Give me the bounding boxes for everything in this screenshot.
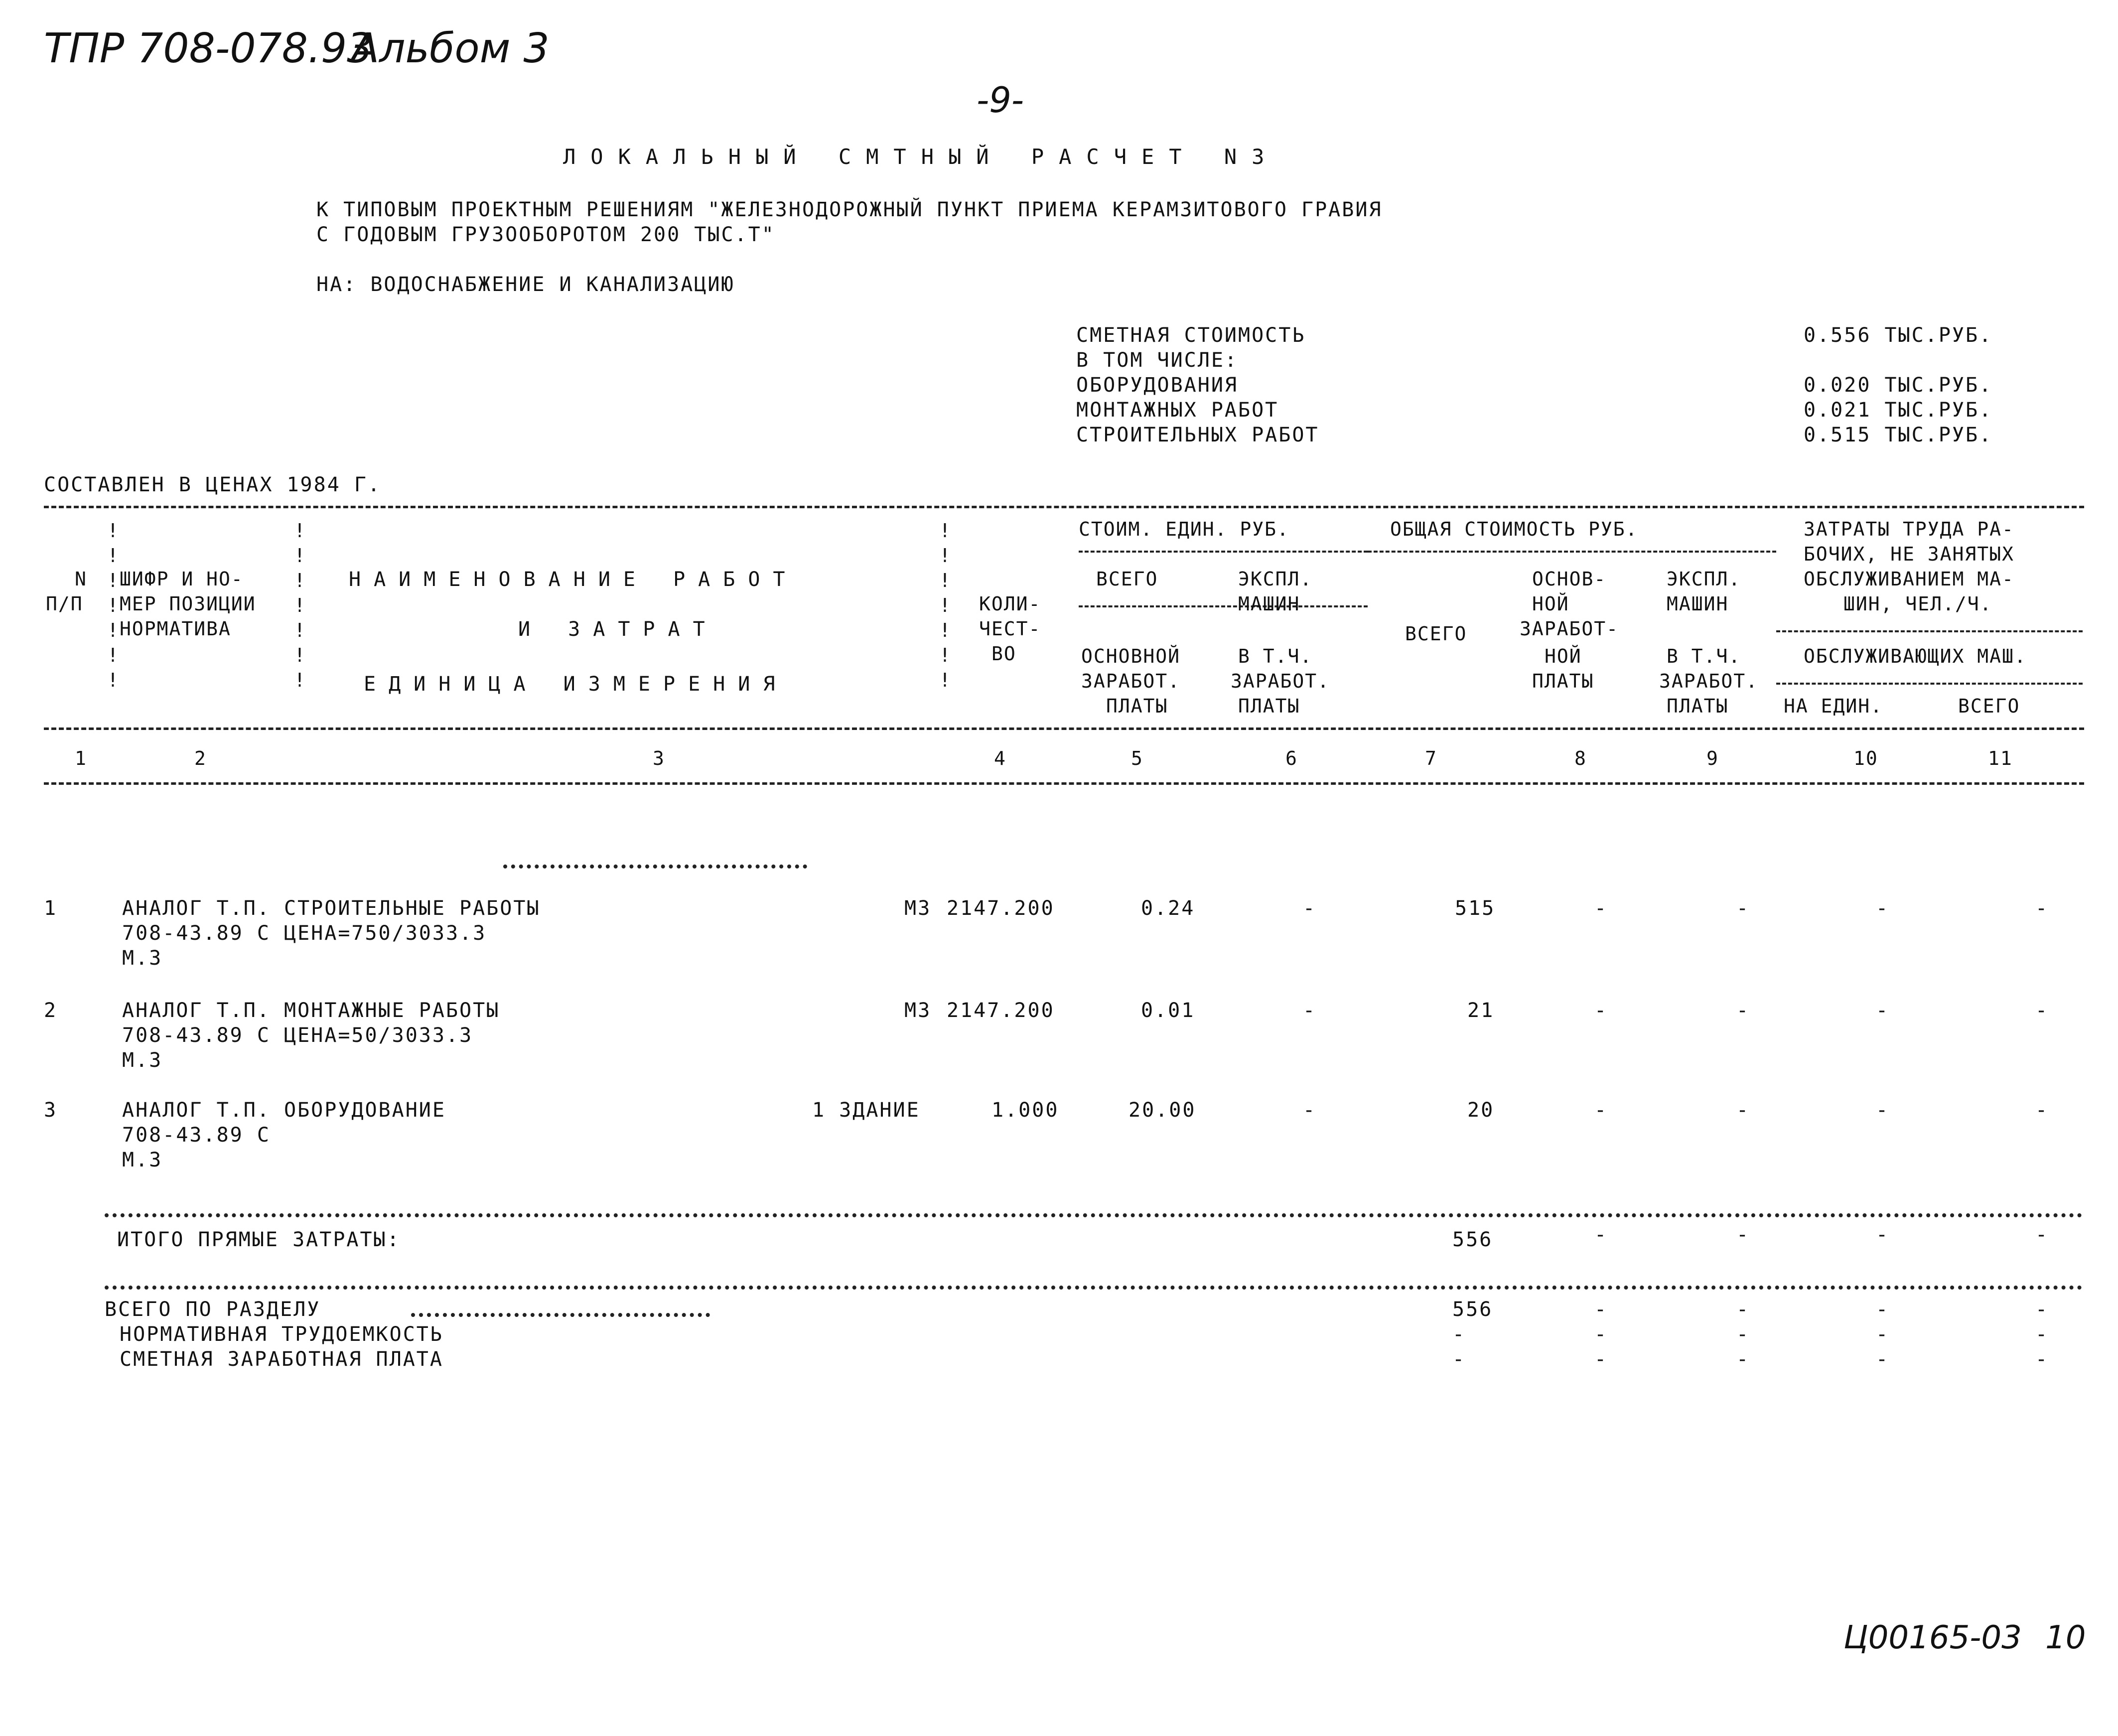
- document-title: ЛОКАЛЬНЫЙ СМТНЫЙ РАСЧЕТ N3: [563, 145, 1279, 169]
- album-label: Альбом 3: [351, 25, 550, 72]
- direct-costs-c11: -: [2035, 1223, 2049, 1246]
- header-labor: ОБСЛУЖИВАНИЕМ МА-: [1804, 568, 2014, 590]
- section-total-c8: -: [1594, 1298, 1608, 1321]
- header-col5: ПЛАТЫ: [1106, 695, 1168, 717]
- leader-dots: [411, 1313, 710, 1317]
- header-labor: ШИН, ЧЕЛ./Ч.: [1843, 593, 1992, 615]
- row-c8: -: [1594, 1099, 1608, 1122]
- subtitle-line-2: С ГОДОВЫМ ГРУЗООБОРОТОМ 200 ТЫС.Т": [316, 223, 775, 246]
- header-col5: ВСЕГО: [1096, 568, 1158, 590]
- section-total-value: -: [1452, 1348, 1466, 1371]
- section-total-c10: -: [1876, 1348, 1890, 1371]
- row-c9: -: [1736, 1099, 1750, 1122]
- section-total-label: ВСЕГО ПО РАЗДЕЛУ: [105, 1298, 321, 1321]
- header-col6: ЭКСПЛ.: [1238, 568, 1313, 590]
- col-number: 7: [1425, 747, 1437, 769]
- section-total-c11: -: [2035, 1348, 2049, 1371]
- row-name: 708-43.89 С: [122, 1124, 271, 1147]
- header-bottom-rule: [44, 782, 2084, 785]
- row-c9: -: [1736, 897, 1750, 920]
- header-col8: ПЛАТЫ: [1532, 670, 1594, 692]
- page-number: -9-: [977, 80, 1024, 121]
- document-code: ТПР 708-078.93: [44, 25, 373, 72]
- section-total-c8: -: [1594, 1348, 1608, 1371]
- col-number: 5: [1131, 747, 1143, 769]
- total-rule: [105, 1213, 2083, 1217]
- header-labor: БОЧИХ, НЕ ЗАНЯТЫХ: [1804, 543, 2014, 565]
- header-rule: [1368, 551, 1776, 553]
- header-top-rule: [44, 506, 2084, 508]
- row-qty: 1.000: [991, 1099, 1059, 1122]
- footer-page: 10: [2045, 1619, 2086, 1656]
- header-col1: П/П: [46, 593, 83, 615]
- row-unit: М3: [904, 897, 932, 920]
- header-col9: ЗАРАБОТ.: [1659, 670, 1759, 692]
- row-name: М.3: [122, 1049, 163, 1072]
- section-total-c9: -: [1736, 1298, 1750, 1321]
- header-col6: ЗАРАБОТ.: [1231, 670, 1330, 692]
- direct-costs-total: 556: [1452, 1228, 1493, 1251]
- row-name: АНАЛОГ Т.П. МОНТАЖНЫЕ РАБОТЫ: [122, 999, 500, 1022]
- direct-costs-c10: -: [1876, 1223, 1890, 1246]
- row-name: 708-43.89 С ЦЕНА=750/3033.3: [122, 922, 487, 945]
- header-col4: ЧЕСТ-: [979, 618, 1041, 640]
- section-total-value: 556: [1452, 1298, 1493, 1321]
- row-c9: -: [1736, 999, 1750, 1022]
- header-col9: ЭКСПЛ.: [1667, 568, 1741, 590]
- header-rule: [1776, 683, 2083, 685]
- row-price: 20.00: [1129, 1099, 1196, 1122]
- col-number: 6: [1285, 747, 1298, 769]
- row-c11: -: [2035, 1099, 2049, 1122]
- section-total-c11: -: [2035, 1298, 2049, 1321]
- summary-label: СМЕТНАЯ СТОИМОСТЬ: [1076, 324, 1306, 347]
- header-col2: ШИФР И НО-: [120, 568, 244, 590]
- row-c8: -: [1594, 999, 1608, 1022]
- col-number: 4: [994, 747, 1006, 769]
- header-col6: МАШИН: [1238, 593, 1300, 615]
- section-name: НА: ВОДОСНАБЖЕНИЕ И КАНАЛИЗАЦИЮ: [316, 273, 735, 296]
- col-number: 10: [1853, 747, 1878, 769]
- section-total-c11: -: [2035, 1323, 2049, 1346]
- row-c10: -: [1876, 1099, 1890, 1122]
- row-unit: М3: [904, 999, 932, 1022]
- row-unit: 1 ЗДАНИЕ: [812, 1099, 920, 1122]
- row-number: 1: [44, 897, 58, 920]
- summary-value: 0.020 ТЫС.РУБ.: [1804, 374, 1993, 397]
- direct-costs-c9: -: [1736, 1223, 1750, 1246]
- header-mid-rule: [44, 727, 2084, 730]
- col-number: 3: [653, 747, 665, 769]
- row-name: АНАЛОГ Т.П. СТРОИТЕЛЬНЫЕ РАБОТЫ: [122, 897, 541, 920]
- row-c8: -: [1594, 897, 1608, 920]
- section-marker: [503, 865, 807, 868]
- header-col8: НОЙ: [1532, 593, 1569, 615]
- summary-value: 0.556 ТЫС.РУБ.: [1804, 324, 1993, 347]
- header-labor: ОБСЛУЖИВАЮЩИХ МАШ.: [1804, 645, 2027, 667]
- summary-label: МОНТАЖНЫХ РАБОТ: [1076, 399, 1279, 422]
- row-total: 515: [1455, 897, 1496, 920]
- col-number: 9: [1706, 747, 1719, 769]
- direct-costs-label: ИТОГО ПРЯМЫЕ ЗАТРАТЫ:: [117, 1228, 401, 1251]
- summary-label: СТРОИТЕЛЬНЫХ РАБОТ: [1076, 424, 1319, 446]
- header-col6: В Т.Ч.: [1238, 645, 1313, 667]
- header-col8: ЗАРАБОТ-: [1520, 618, 1619, 640]
- total-rule: [105, 1286, 2083, 1290]
- row-number: 3: [44, 1099, 58, 1122]
- prices-note: СОСТАВЛЕН В ЦЕНАХ 1984 Г.: [44, 473, 382, 496]
- row-total: 21: [1467, 999, 1495, 1022]
- col-separator: ! ! ! ! ! ! !: [939, 520, 952, 691]
- header-col7: ВСЕГО: [1405, 623, 1467, 645]
- section-total-c8: -: [1594, 1323, 1608, 1346]
- col-number: 8: [1574, 747, 1587, 769]
- header-col9: МАШИН: [1667, 593, 1729, 615]
- section-total-c10: -: [1876, 1298, 1890, 1321]
- section-total-c9: -: [1736, 1323, 1750, 1346]
- header-rule: [1079, 551, 1368, 553]
- row-c10: -: [1876, 897, 1890, 920]
- summary-value: 0.515 ТЫС.РУБ.: [1804, 424, 1993, 446]
- header-col3: И ЗАТРАТ: [518, 618, 718, 641]
- header-rule: [1079, 605, 1368, 607]
- header-col2: НОРМАТИВА: [120, 618, 231, 640]
- header-total-cost: ОБЩАЯ СТОИМОСТЬ РУБ.: [1390, 518, 1638, 540]
- header-col4: ВО: [991, 643, 1016, 665]
- row-price: 0.01: [1141, 999, 1195, 1022]
- row-mach: -: [1303, 1099, 1317, 1122]
- col-number: 11: [1988, 747, 2013, 769]
- header-col3: ЕДИНИЦА ИЗМЕРЕНИЯ: [364, 673, 788, 696]
- header-col8: НОЙ: [1545, 645, 1582, 667]
- subtitle-line-1: К ТИПОВЫМ ПРОЕКТНЫМ РЕШЕНИЯМ "ЖЕЛЕЗНОДОРОЖНЫЙ ПУНКТ ПРИЕМА КЕРАМЗИТОВОГО ГРАВИЯ: [316, 198, 1383, 221]
- section-total-label: НОРМАТИВНАЯ ТРУДОЕМКОСТЬ: [120, 1323, 443, 1346]
- row-mach: -: [1303, 999, 1317, 1022]
- row-name: АНАЛОГ Т.П. ОБОРУДОВАНИЕ: [122, 1099, 446, 1122]
- direct-costs-c8: -: [1594, 1223, 1608, 1246]
- section-total-value: -: [1452, 1323, 1466, 1346]
- col-separator: ! ! ! ! ! ! !: [107, 520, 120, 691]
- col-number: 1: [75, 747, 87, 769]
- header-col1: N: [75, 568, 87, 590]
- header-col5: ОСНОВНОЙ: [1081, 645, 1181, 667]
- row-price: 0.24: [1141, 897, 1195, 920]
- section-total-c9: -: [1736, 1348, 1750, 1371]
- row-name: М.3: [122, 947, 163, 970]
- header-col8: ОСНОВ-: [1532, 568, 1607, 590]
- header-col2: МЕР ПОЗИЦИИ: [120, 593, 256, 615]
- section-total-label: СМЕТНАЯ ЗАРАБОТНАЯ ПЛАТА: [120, 1348, 443, 1371]
- summary-label: ОБОРУДОВАНИЯ: [1076, 374, 1238, 397]
- col-separator: ! ! ! ! ! ! !: [294, 520, 306, 691]
- row-mach: -: [1303, 897, 1317, 920]
- header-col9: В Т.Ч.: [1667, 645, 1741, 667]
- summary-value: 0.021 ТЫС.РУБ.: [1804, 399, 1993, 422]
- col-number: 2: [194, 747, 207, 769]
- header-col10: НА ЕДИН.: [1784, 695, 1883, 717]
- row-number: 2: [44, 999, 58, 1022]
- row-qty: 2147.200: [947, 999, 1055, 1022]
- header-col11: ВСЕГО: [1958, 695, 2020, 717]
- header-col3: НАИМЕНОВАНИЕ РАБОТ: [349, 568, 798, 591]
- footer-code: Ц00165-03: [1843, 1619, 2022, 1656]
- row-name: М.3: [122, 1149, 163, 1171]
- header-col4: КОЛИ-: [979, 593, 1041, 615]
- row-c11: -: [2035, 897, 2049, 920]
- header-unit-cost: СТОИМ. ЕДИН. РУБ.: [1079, 518, 1289, 540]
- header-col5: ЗАРАБОТ.: [1081, 670, 1181, 692]
- row-name: 708-43.89 С ЦЕНА=50/3033.3: [122, 1024, 473, 1047]
- header-col6: ПЛАТЫ: [1238, 695, 1300, 717]
- summary-label: В ТОМ ЧИСЛЕ:: [1076, 349, 1238, 372]
- row-qty: 2147.200: [947, 897, 1055, 920]
- row-c10: -: [1876, 999, 1890, 1022]
- header-col9: ПЛАТЫ: [1667, 695, 1729, 717]
- header-labor: ЗАТРАТЫ ТРУДА РА-: [1804, 518, 2014, 540]
- section-total-c10: -: [1876, 1323, 1890, 1346]
- row-total: 20: [1467, 1099, 1495, 1122]
- row-c11: -: [2035, 999, 2049, 1022]
- header-rule: [1776, 630, 2083, 632]
